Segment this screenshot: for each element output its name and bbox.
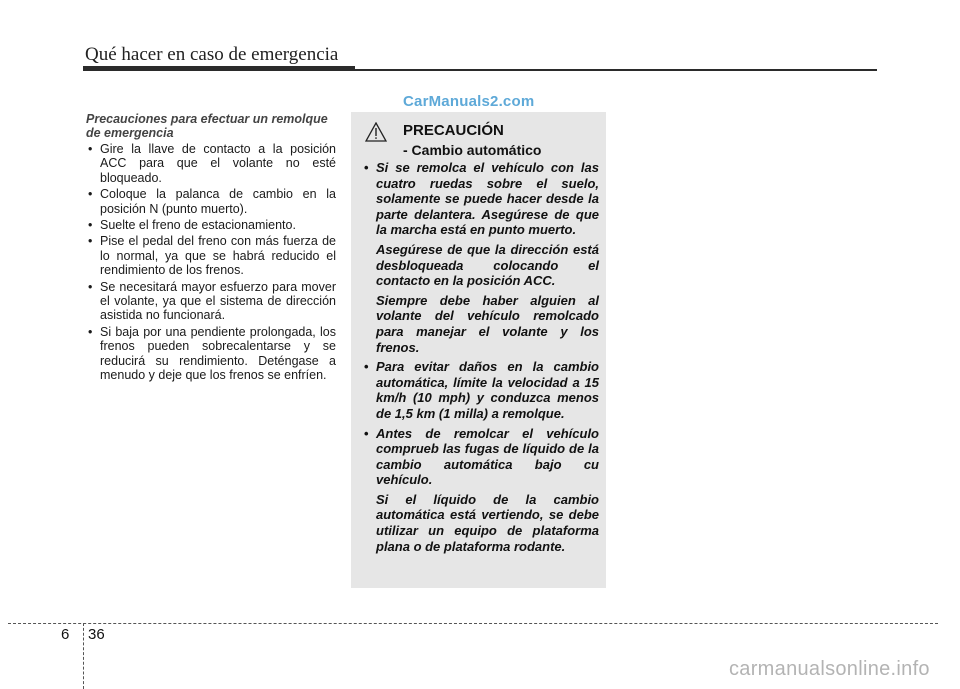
caution-paragraph: Asegúrese de que la dirección está desbloqueada colocando el contacto en la posición ACC.: [376, 241, 599, 289]
bullet-marker: •: [364, 359, 369, 375]
precautions-list: [86, 142, 336, 383]
header-rule-thin: [355, 69, 877, 71]
watermark-bottom: carmanualsonline.info: [729, 658, 930, 680]
header-rule-thick: [83, 66, 355, 71]
caution-paragraph: Si se remolca el vehículo con las cuatro ruedas sobre el suelo, solamente se puede hacer desde la parte delantera. Asegúrese de que la marcha está en punto muerto.: [376, 160, 599, 238]
list-item-text: Gire la llave de contacto a la posición ACC para que el volante no esté bloqueado.: [100, 142, 336, 185]
list-item-text: Pise el pedal del freno con más fuerza de lo normal, ya que se habrá reducido el rendimiento de los frenos.: [100, 234, 336, 278]
list-item: [86, 234, 336, 277]
caution-title: PRECAUCIÓN: [403, 122, 504, 139]
warning-triangle-icon: [365, 122, 387, 142]
towing-precautions-section: [86, 112, 336, 385]
caution-paragraph: Si el líquido de la cambio automática está vertiendo, se debe utilizar un equipo de plataforma plana o de plataforma rodante.: [376, 491, 599, 554]
page-number: 36: [88, 626, 105, 643]
caution-paragraph: Para evitar daños en la cambio automática, límite la velocidad a 15 km/h (10 mph) y conduzca menos de 1,5 km (1 milla) a remolque.: [376, 359, 599, 421]
chapter-number: 6: [61, 626, 70, 643]
list-item: [86, 187, 336, 216]
bullet-marker: •: [88, 187, 93, 202]
caution-item: [363, 160, 599, 355]
caution-item: [363, 426, 599, 555]
bullet-marker: •: [88, 324, 93, 339]
footer-divider: [8, 623, 938, 624]
caution-list: [363, 160, 599, 558]
caution-box: [351, 112, 606, 588]
list-item-text: Coloque la palanca de cambio en la posición N (punto muerto).: [100, 187, 336, 216]
caution-paragraph: Siempre debe haber alguien al volante del vehículo remolcado para manejar el volante y los frenos.: [376, 292, 599, 355]
caution-subtitle: - Cambio automático: [403, 142, 542, 158]
list-item-text: Se necesitará mayor esfuerzo para mover el volante, ya que el sistema de dirección asistida no funcionará.: [100, 279, 336, 323]
bullet-marker: •: [88, 234, 93, 249]
watermark-top: CarManuals2.com: [403, 93, 535, 110]
footer-vertical-divider: [83, 623, 84, 689]
list-item: [86, 325, 336, 383]
list-item: [86, 218, 336, 232]
bullet-marker: •: [88, 279, 93, 294]
bullet-marker: •: [88, 142, 93, 156]
caution-item: [363, 359, 599, 421]
list-item-text: Si baja por una pendiente prolongada, los frenos pueden sobrecalentarse y se reducirá su rendimiento. Deténgase a menudo y deje que los frenos se enfríen.: [100, 324, 336, 383]
list-item: [86, 142, 336, 185]
bullet-marker: •: [364, 425, 369, 441]
list-item: [86, 280, 336, 323]
bullet-marker: •: [364, 160, 369, 175]
section-heading: Precauciones para efectuar un remolque de emergencia: [86, 112, 328, 140]
page-title: Qué hacer en caso de emergencia: [85, 44, 339, 65]
list-item-text: Suelte el freno de estacionamiento.: [100, 218, 296, 233]
bullet-marker: •: [88, 218, 93, 233]
caution-paragraph: Antes de remolcar el vehículo comprueb las fugas de líquido de la cambio automática bajo cu vehículo.: [376, 425, 599, 488]
